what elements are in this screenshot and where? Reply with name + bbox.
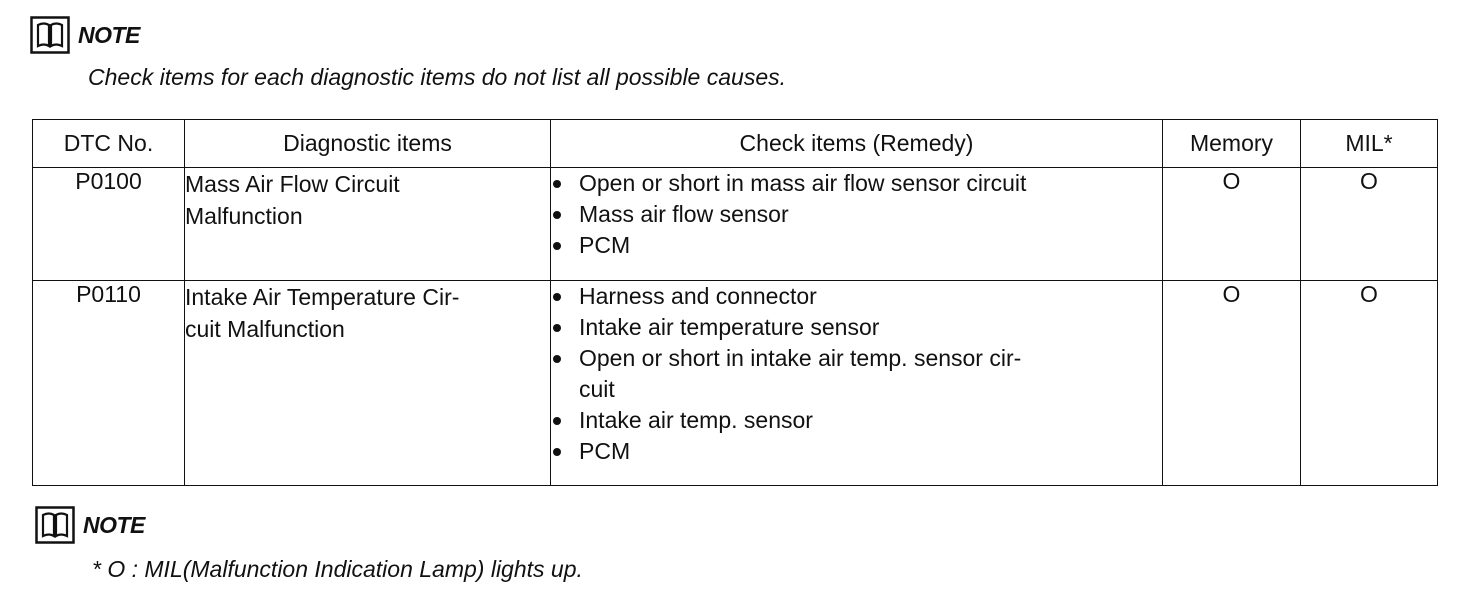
header-dtc-no: DTC No.: [33, 120, 185, 168]
note-text-top: Check items for each diagnostic items do not list all possible causes.: [88, 64, 786, 90]
memory-mark: O: [1163, 281, 1301, 486]
note-text-bottom: * O : MIL(Malfunction Indication Lamp) lights up.: [92, 556, 583, 582]
check-item: Intake air temperature sensor: [551, 312, 1162, 343]
check-item: Open or short in intake air temp. sensor cir- cuit: [551, 343, 1162, 405]
table-header-row: [33, 120, 1438, 168]
dtc-code: P0110: [33, 281, 185, 486]
check-items: [551, 281, 1163, 486]
header-memory: Memory: [1163, 120, 1301, 168]
header-mil: MIL*: [1301, 120, 1438, 168]
book-icon: [30, 16, 70, 54]
check-items-list: [551, 281, 1162, 467]
mil-mark: O: [1301, 281, 1438, 486]
dtc-table: [32, 119, 1438, 486]
check-item: Intake air temp. sensor: [551, 405, 1162, 436]
note-header-bottom: [35, 506, 145, 544]
diagnostic-item-line: Mass Air Flow Circuit: [185, 171, 400, 197]
check-items-list: [551, 168, 1162, 261]
check-item: PCM: [551, 436, 1162, 467]
check-item: Open or short in mass air flow sensor circuit: [551, 168, 1162, 199]
book-icon: [35, 506, 75, 544]
memory-mark: O: [1163, 168, 1301, 281]
diagnostic-item: [185, 168, 551, 281]
note-header-top: [30, 16, 140, 54]
dtc-code: P0100: [33, 168, 185, 281]
mil-mark: O: [1301, 168, 1438, 281]
header-check-items: Check items (Remedy): [551, 120, 1163, 168]
table-row: [33, 168, 1438, 281]
check-item: Mass air flow sensor: [551, 199, 1162, 230]
diagnostic-item-line: Intake Air Temperature Cir-: [185, 284, 460, 310]
check-item: Harness and connector: [551, 281, 1162, 312]
diagnostic-item-line: Malfunction: [185, 203, 303, 229]
diagnostic-item: [185, 281, 551, 486]
check-items: [551, 168, 1163, 281]
note-label-bottom: NOTE: [83, 511, 145, 538]
header-diagnostic-items: Diagnostic items: [185, 120, 551, 168]
table-row: [33, 281, 1438, 486]
note-label-top: NOTE: [78, 21, 140, 48]
diagnostic-item-line: cuit Malfunction: [185, 316, 345, 342]
check-item: PCM: [551, 230, 1162, 261]
